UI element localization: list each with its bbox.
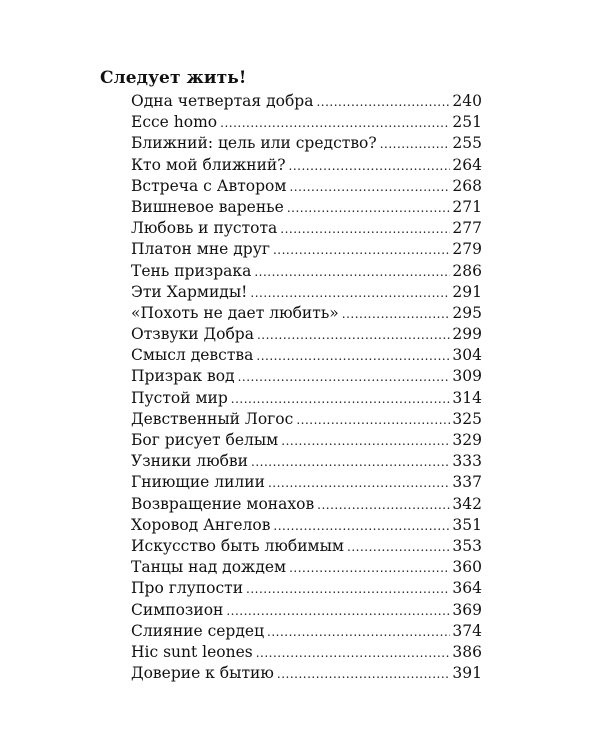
toc-entry (131, 177, 482, 198)
dot-leader (238, 370, 451, 384)
toc-entry-title: Hic sunt leones (131, 642, 253, 661)
toc-entry-page-number: 291 (452, 282, 482, 301)
toc-entry-title: Хоровод Ангелов (131, 515, 271, 534)
toc-entry (131, 495, 482, 516)
toc-entry-page-number: 353 (452, 536, 482, 555)
toc-entry-title: Смысл девства (131, 346, 254, 365)
toc-entry (131, 113, 482, 134)
toc-entry-title: Ближний: цель или средство? (131, 134, 377, 153)
dot-leader (273, 519, 450, 533)
dot-leader (280, 222, 450, 236)
toc-entry-page-number: 268 (452, 176, 482, 195)
toc-entry-page-number: 271 (452, 197, 482, 216)
toc-entry (131, 92, 482, 113)
toc-entry (131, 410, 482, 431)
toc-entry-page-number: 351 (452, 515, 482, 534)
toc-entry (131, 516, 482, 537)
toc-entry (131, 452, 482, 473)
toc-entry (131, 558, 482, 579)
dot-leader (231, 392, 451, 406)
dot-leader (281, 434, 450, 448)
toc-entry-title: Призрак вод (131, 367, 235, 386)
toc-entry (131, 389, 482, 410)
toc-entry-title: Одна четвертая добра (131, 92, 314, 110)
toc-entry (131, 473, 482, 494)
toc-entry-page-number: 304 (452, 346, 482, 365)
toc-entry-title: Гниющие лилии (131, 473, 265, 492)
toc-entry-page-number: 342 (452, 494, 482, 513)
toc-entry-page-number: 337 (452, 473, 482, 492)
toc-entry-page-number: 364 (452, 579, 482, 598)
toc-entry-page-number: 295 (452, 303, 482, 322)
toc-entry-page-number: 309 (452, 367, 482, 386)
toc-entry-title: Бог рисует белым (131, 431, 279, 449)
dot-leader (220, 116, 450, 130)
dot-leader (251, 455, 450, 469)
toc-entry-page-number: 255 (452, 134, 482, 153)
dot-leader (246, 582, 450, 596)
toc-entry-title: Искусство быть любимым (131, 536, 344, 555)
toc-entry-title: Платон мне друг (131, 240, 270, 259)
toc-entry-title: Ecce homo (131, 113, 218, 132)
dot-leader (296, 413, 450, 427)
toc-entry (131, 601, 482, 622)
toc-entry (131, 367, 482, 388)
dot-leader (287, 201, 451, 215)
toc-entry (131, 346, 482, 367)
toc-entry-title: Слияние сердец (131, 621, 265, 640)
toc-entry (131, 325, 482, 346)
toc-entry-title: Симпозион (131, 600, 224, 619)
toc-entry-page-number: 286 (452, 261, 482, 280)
dot-leader (273, 243, 450, 257)
dot-leader (226, 604, 450, 618)
toc-entry-title: Любовь и пустота (131, 219, 278, 238)
toc-entry (131, 622, 482, 643)
toc-entry (131, 431, 482, 452)
toc-entry (131, 219, 482, 240)
toc-entry-page-number: 240 (452, 92, 482, 110)
toc-entry-page-number: 329 (452, 431, 482, 449)
dot-leader (268, 476, 450, 490)
toc-entry (131, 643, 482, 664)
dot-leader (267, 625, 450, 639)
toc-entry-title: Тень призрака (131, 261, 252, 280)
toc-entry-page-number: 277 (452, 219, 482, 238)
toc-entry-page-number: 369 (452, 600, 482, 619)
toc-entry (131, 198, 482, 219)
toc-entry-page-number: 386 (452, 642, 482, 661)
toc-entry-page-number: 360 (452, 558, 482, 577)
toc-entry-page-number: 314 (452, 388, 482, 407)
dot-leader (254, 265, 450, 279)
toc-entry-title: Встреча с Автором (131, 176, 287, 195)
toc-entry-title: Возвращение монахов (131, 494, 315, 513)
table-of-contents (131, 92, 482, 685)
dot-leader (342, 307, 451, 321)
toc-entry-title: Кто мой ближний? (131, 155, 286, 174)
toc-entry-title: Узники любви (131, 452, 248, 471)
toc-entry (131, 283, 482, 304)
toc-entry-title: «Похоть не дает любить» (131, 303, 339, 322)
toc-entry-title: Девственный Логос (131, 409, 294, 428)
dot-leader (347, 540, 450, 554)
dot-leader (289, 159, 451, 173)
dot-leader (277, 667, 451, 681)
toc-entry (131, 240, 482, 261)
toc-entry-title: Отзвуки Добра (131, 325, 254, 344)
toc-entry-title: Доверие к бытию (131, 664, 274, 683)
toc-entry (131, 156, 482, 177)
section-heading: Следует жить! (100, 68, 247, 88)
dot-leader (256, 349, 450, 363)
toc-entry (131, 664, 482, 685)
toc-entry-page-number: 333 (452, 452, 482, 471)
toc-entry-page-number: 251 (452, 113, 482, 132)
toc-entry-title: Про глупости (131, 579, 244, 598)
dot-leader (257, 328, 450, 342)
dot-leader (250, 286, 450, 300)
toc-entry-title: Танцы над дождем (131, 558, 287, 577)
toc-entry-title: Пустой мир (131, 388, 228, 407)
dot-leader (380, 137, 451, 151)
toc-entry-page-number: 391 (452, 664, 482, 683)
dot-leader (289, 180, 450, 194)
toc-entry-page-number: 374 (452, 621, 482, 640)
toc-entry-page-number: 299 (452, 325, 482, 344)
toc-entry (131, 262, 482, 283)
toc-entry-title: Эти Хармиды! (131, 282, 248, 301)
dot-leader (316, 95, 450, 109)
toc-entry-page-number: 279 (452, 240, 482, 259)
toc-entry-page-number: 325 (452, 409, 482, 428)
toc-entry-page-number: 264 (452, 155, 482, 174)
toc-entry (131, 579, 482, 600)
dot-leader (289, 561, 450, 575)
toc-entry (131, 304, 482, 325)
toc-entry-title: Вишневое варенье (131, 197, 284, 216)
dot-leader (317, 498, 450, 512)
toc-entry (131, 537, 482, 558)
dot-leader (256, 646, 451, 660)
toc-entry (131, 134, 482, 155)
